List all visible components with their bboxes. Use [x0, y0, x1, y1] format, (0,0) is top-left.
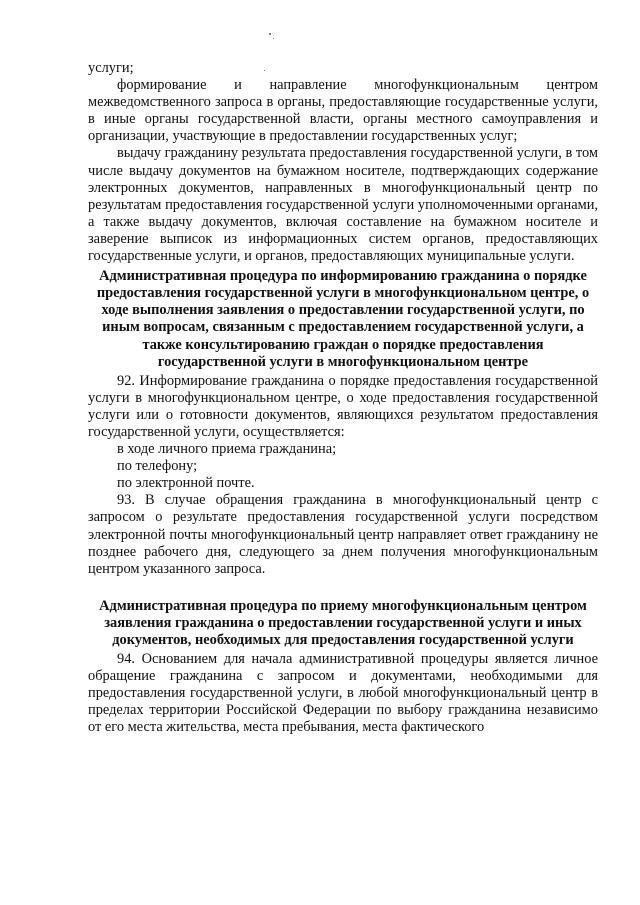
document-page — [88, 60, 598, 737]
list-item-phone: по телефону; — [117, 458, 198, 475]
paragraph-94: 94. Основанием для начала административной процедуры является личное обращение гражданина с запросом и документами, необходимыми для предоставления государственной услуги, в любой многофункциональный центр в пределах территории Российской Федерации по выбору гражданина независимо от его места жительства, места пребывания, места фактического — [88, 651, 598, 736]
paragraph-continuation: услуги; — [88, 60, 134, 76]
paragraph-93: 93. В случае обращения гражданина в многофункциональный центр с запросом о результате предоставления государственной услуги посредством электронной почты многофункциональный центр направляет ответ гражданину не позднее рабочего дня, следующего за днем получения многофункциональным центром указанного запроса. — [88, 492, 598, 577]
scan-speck — [269, 33, 271, 35]
paragraph-issuing-result: выдачу гражданину результата предоставления государственной услуги, в том числе выдачу документов на бумажном носителе, подтверждающих содержание электронных документов, направленных в многофункциональный центр по результатам предоставления государственной услуги уполномоченными органами, а также выдачу документов, включая составление на бумажном носителе и заверение выписок из информационных систем органов, предоставляющих государственные услуги, и органов, предоставляющих муниципальные услуги. — [88, 145, 598, 265]
list-item-personal-reception: в ходе личного приема гражданина; — [117, 441, 337, 458]
list-item-email: по электронной почте. — [117, 475, 255, 492]
paragraph-interagency-request: формирование и направление многофункциональным центром межведомственного запроса в органы, предоставляющие государственные услуги, в иные органы государственной власти, органы местного самоуправления и организации, участвующие в предоставлении государственных услуг; — [88, 77, 598, 145]
section-spacer — [88, 578, 598, 595]
paragraph-92: 92. Информирование гражданина о порядке предоставления государственной услуги в многофункциональном центре, о ходе предоставления государственной услуги или о готовности документов, являющихся результатом предоставления государственной услуги, осуществляется: — [88, 372, 598, 440]
section-heading-reception: Административная процедура по приему многофункциональным центром заявления гражданина о предоставлении государственной услуги и иных документов, необходимых для предоставления государственной услуги — [99, 597, 587, 648]
section-heading-informing: Административная процедура по информированию гражданина о порядке предоставления государственной услуги в многофункциональном центре, о ходе выполнения заявления о предоставлении государственной услуги, по иным вопросам, связанным с предоставлением государственной услуги, а также консультированию граждан о порядке предоставления государственной услуги в многофункциональном центре — [96, 268, 590, 370]
scan-speck — [273, 38, 274, 39]
